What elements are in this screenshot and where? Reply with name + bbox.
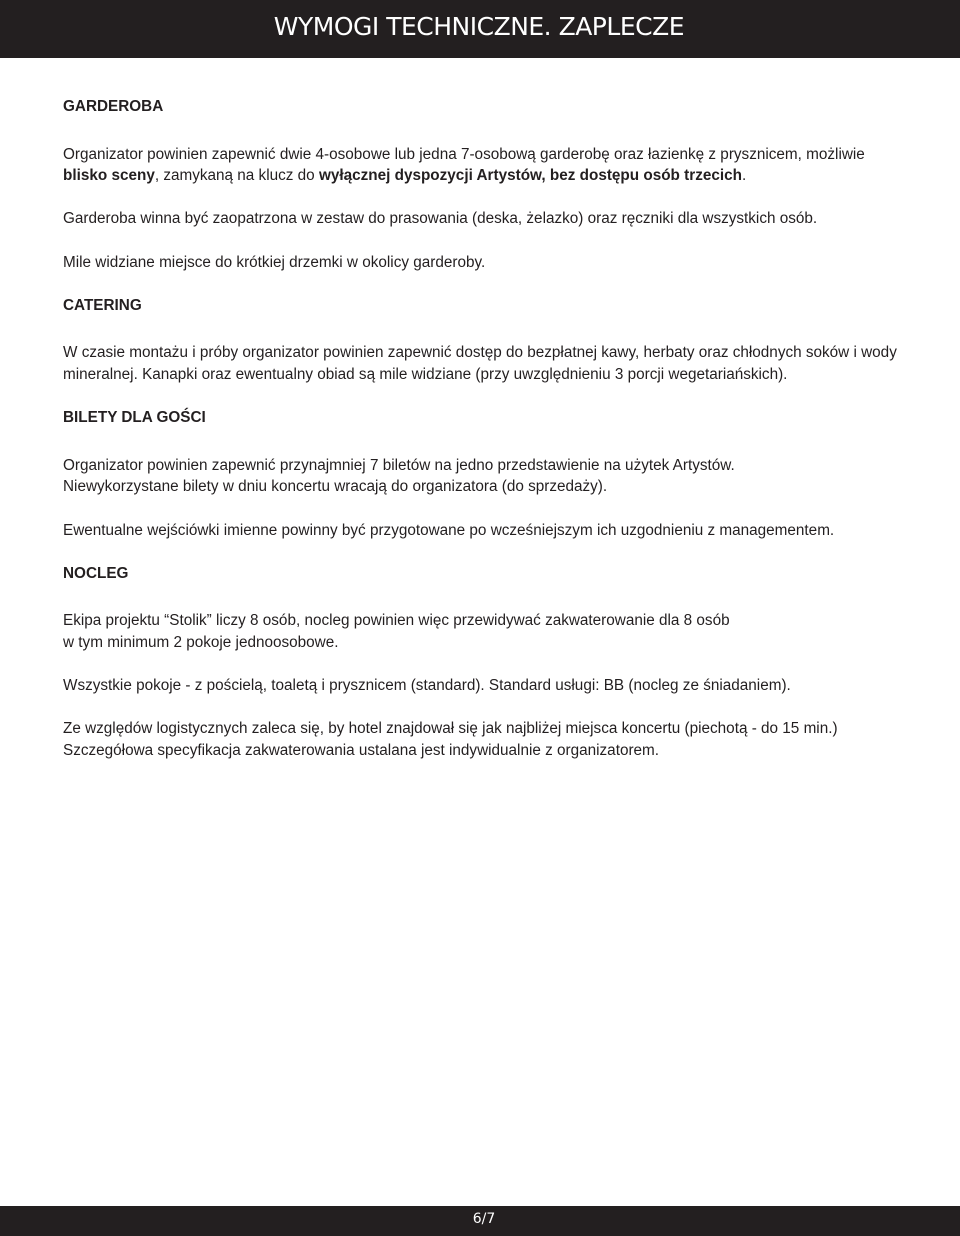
page-number: 6/7: [472, 1211, 496, 1227]
section-heading-catering: CATERING: [63, 296, 142, 314]
nocleg-paragraph-3: [63, 718, 903, 761]
garderoba-paragraph-2: Garderoba winna być zaopatrzona w zestaw do prasowania (deska, żelazko) oraz ręczniki dla wszystkich osób.: [63, 210, 818, 228]
bilety-paragraph-1: [63, 455, 903, 498]
catering-paragraph-1: W czasie montażu i próby organizator powinien zapewnić dostęp do bezpłatnej kawy, herbaty oraz chłodnych soków i wody mineralnej. Kanapki oraz ewentualny obiad są mile widziane (przy uwzględnieniu 3 porcji wegetariańskich).: [63, 344, 897, 383]
nocleg-line-3: Ze względów logistycznych zaleca się, by hotel znajdował się jak najbliżej miejsca koncertu (piechotą - do 15 min.): [63, 720, 838, 738]
footer-bar: [0, 1206, 960, 1236]
garderoba-text-mid: , zamykaną na klucz do: [154, 167, 319, 185]
garderoba-text-start: Organizator powinien zapewnić dwie 4-osobowe lub jedna 7-osobową garderobę oraz łazienkę z prysznicem, możliwie: [63, 145, 865, 163]
garderoba-paragraph-3: Mile widziane miejsce do krótkiej drzemki w okolicy garderoby.: [63, 253, 486, 271]
document-body: [63, 96, 903, 783]
nocleg-line-2: w tym minimum 2 pokoje jednoosobowe.: [63, 633, 339, 651]
nocleg-paragraph-1: [63, 610, 903, 653]
bilety-paragraph-2: Ewentualne wejściówki imienne powinny być przygotowane po wcześniejszym ich uzgodnieniu z managementem.: [63, 521, 835, 539]
header-bar: [0, 0, 960, 58]
garderoba-emphasis-2: wyłącznej dyspozycji Artystów, bez dostępu osób trzecich: [318, 167, 742, 185]
garderoba-paragraph-1: [63, 144, 903, 187]
nocleg-paragraph-2: Wszystkie pokoje - z pościelą, toaletą i prysznicem (standard). Standard usługi: BB (nocleg ze śniadaniem).: [63, 677, 791, 695]
bilety-line-1: Organizator powinien zapewnić przynajmniej 7 biletów na jedno przedstawienie na użytek Artystów.: [63, 456, 735, 474]
page-title: WYMOGI TECHNICZNE. ZAPLECZE: [273, 12, 684, 41]
section-heading-bilety: BILETY DLA GOŚCI: [63, 409, 206, 427]
nocleg-line-4: Szczegółowa specyfikacja zakwaterowania ustalana jest indywidualnie z organizatorem.: [63, 741, 660, 759]
section-heading-nocleg: NOCLEG: [63, 564, 129, 582]
garderoba-emphasis-1: blisko sceny: [63, 167, 155, 185]
section-heading-garderoba: GARDEROBA: [63, 98, 164, 115]
garderoba-text-end: .: [741, 167, 747, 185]
bilety-line-2: Niewykorzystane bilety w dniu koncertu wracają do organizatora (do sprzedaży).: [63, 478, 608, 496]
nocleg-line-1: Ekipa projektu “Stolik” liczy 8 osób, nocleg powinien więc przewidywać zakwaterowanie dla 8 osób: [63, 612, 730, 630]
